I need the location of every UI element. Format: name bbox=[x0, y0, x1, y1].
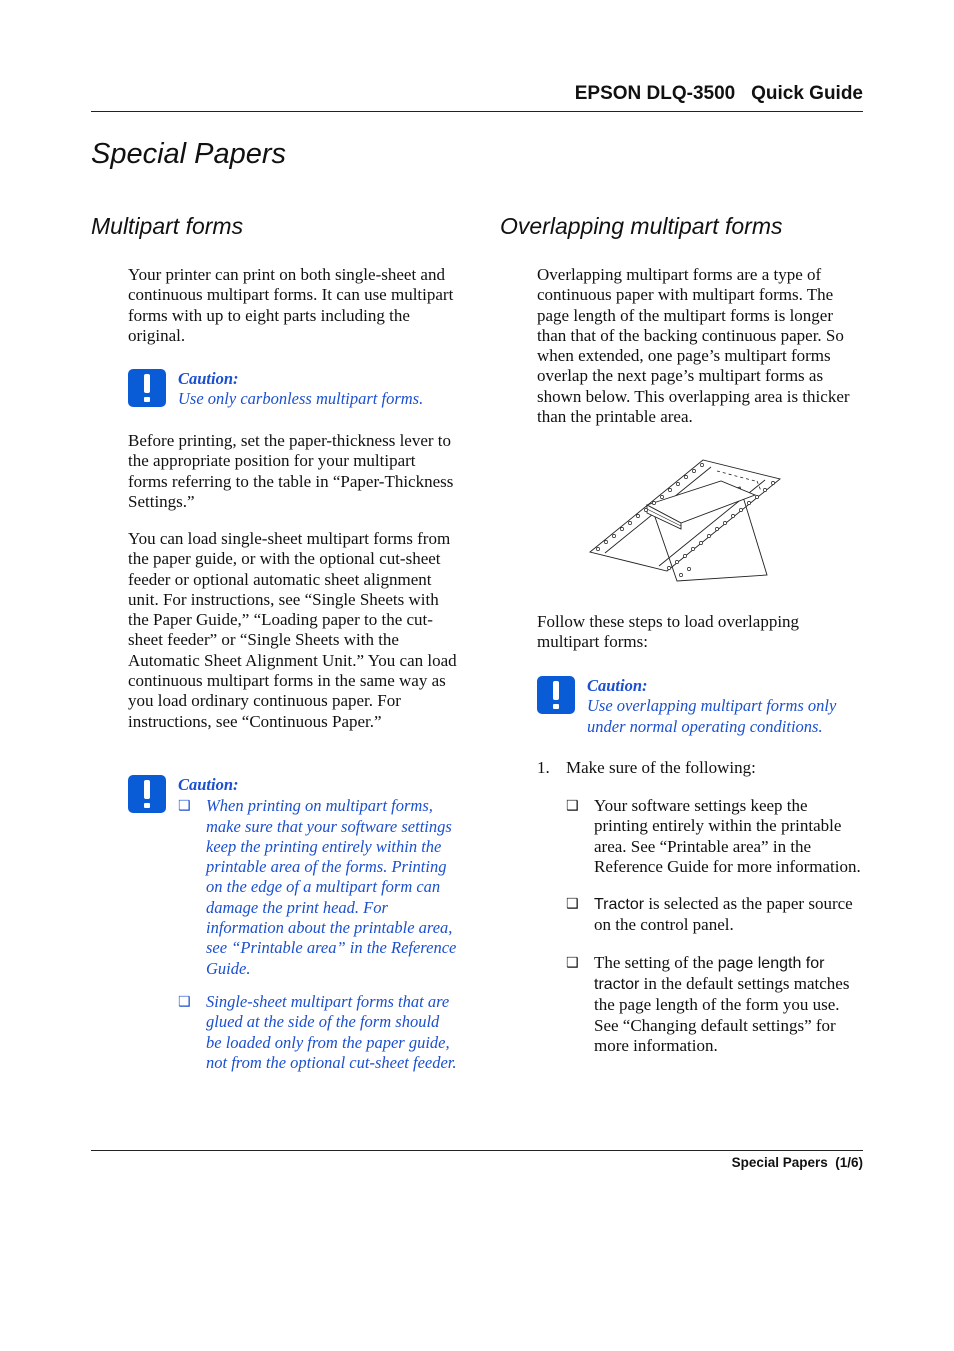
footer-rule bbox=[91, 1150, 863, 1151]
list-item: ❑ When printing on multipart forms, make sure that your software settings keep the printing entirely within the printable area of the forms. Printing on the edge of a multipart form can damage the print head. For information about the printable area, see “Printable area” in the Reference Guide. bbox=[178, 796, 457, 978]
checkbox-bullet-icon: ❑ bbox=[178, 993, 191, 1010]
list-item: ❑ Single-sheet multipart forms that are glued at the side of the form should be loaded only from the paper guide, not from the optional cut-sheet feeder. bbox=[178, 991, 457, 1072]
checkbox-bullet-icon: ❑ bbox=[566, 954, 579, 971]
caution-label: Caution: bbox=[178, 369, 239, 388]
multipart-intro-paragraph: Your printer can print on both single-sheet and continuous multipart forms. It can use multipart forms with up to eight parts including the original. bbox=[128, 265, 454, 345]
overlapping-forms-illustration bbox=[585, 457, 785, 587]
checkbox-bullet-icon: ❑ bbox=[178, 798, 191, 815]
list-item: ❑ Tractor is selected as the paper source on the control panel. bbox=[566, 894, 853, 935]
caution-multipart-printing bbox=[128, 775, 458, 1075]
setting-term-page-length: page length for bbox=[717, 954, 825, 972]
caution-carbonless bbox=[128, 369, 458, 414]
section-title-overlapping-forms: Overlapping multipart forms bbox=[500, 213, 783, 239]
caution-text: Use only carbonless multipart forms. bbox=[178, 389, 424, 409]
step-number: 1. bbox=[537, 758, 550, 777]
section-title-multipart-forms: Multipart forms bbox=[91, 213, 244, 239]
checkbox-bullet-icon: ❑ bbox=[566, 896, 579, 913]
step-text: Make sure of the following: bbox=[566, 758, 756, 777]
list-item: ❑ Your software settings keep the printing entirely within the printable area. See “Printable area” in the Reference Guide for more information. bbox=[566, 796, 861, 876]
page-title: Special Papers bbox=[91, 138, 287, 170]
caution-text: Use overlapping multipart forms only under normal operating conditions. bbox=[587, 696, 837, 736]
paper-thickness-paragraph: Before printing, set the paper-thickness lever to the appropriate position for your multipart forms referring to the table in “Paper-Thickness Settings.” bbox=[128, 431, 454, 511]
overlapping-intro-paragraph: Overlapping multipart forms are a type of continuous paper with multipart forms. The page length of the multipart forms is longer than that of the backing continuous paper. So when extended, one page’s multipart forms overlap the next page’s multipart forms as shown below. This overlapping area is thicker than the printable area. bbox=[537, 265, 850, 427]
header-rule bbox=[91, 111, 863, 112]
caution-icon bbox=[537, 676, 575, 714]
list-item: ❑ The setting of the page length for tractor in the default settings matches the page length of the form you use. See “Changing default settings” for more information. bbox=[566, 952, 850, 1055]
header-title: EPSON DLQ-3500 Quick Guide bbox=[574, 83, 863, 104]
caution-overlapping bbox=[537, 676, 865, 741]
caution-icon bbox=[128, 369, 166, 407]
loading-paragraph: You can load single-sheet multipart forms from the paper guide, or with the optional cut-sheet feeder or optional automatic sheet alignment unit. For instructions, see “Single Sheets with the Paper Guide,” “Loading paper to the cut-sheet feeder” or “Single Sheets with the Automatic Sheet Alignment Unit.” You can load continuous multipart forms in the same way as you load ordinary continuous paper. For instructions, see “Continuous Paper.” bbox=[128, 529, 457, 731]
caution-bullet-list bbox=[178, 796, 458, 1073]
setting-term-tractor: Tractor bbox=[594, 896, 645, 914]
caution-label: Caution: bbox=[587, 676, 648, 695]
follow-steps-paragraph: Follow these steps to load overlapping multipart forms: bbox=[537, 612, 800, 652]
overlapping-forms-diagram bbox=[585, 457, 785, 582]
checkbox-bullet-icon: ❑ bbox=[566, 798, 579, 814]
setting-term-tractor: tractor bbox=[594, 976, 640, 994]
footer-page-label: Special Papers (1/6) bbox=[731, 1155, 863, 1170]
caution-icon bbox=[128, 775, 166, 813]
caution-label: Caution: bbox=[178, 775, 239, 794]
requirements-checklist bbox=[566, 796, 864, 1056]
